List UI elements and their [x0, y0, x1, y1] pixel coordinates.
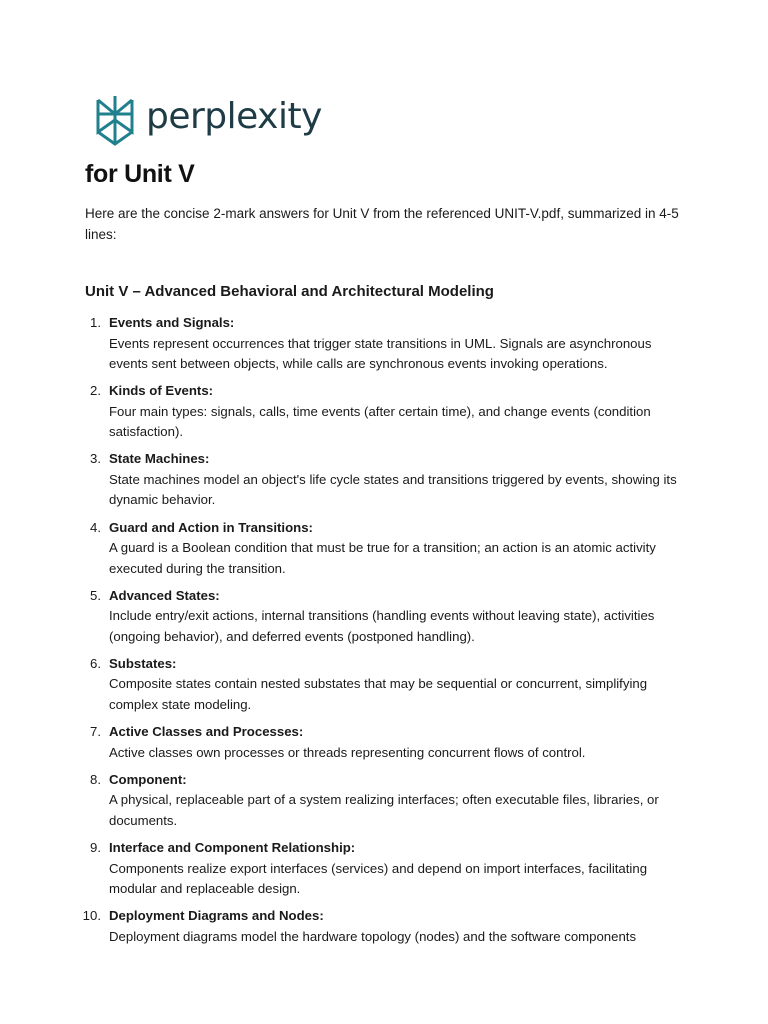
- list-item-title: Advanced States:: [109, 587, 220, 603]
- perplexity-logo: [94, 94, 322, 146]
- list-item-number: 5.: [90, 587, 101, 603]
- list-item: [85, 313, 685, 375]
- list-item: [82, 906, 685, 947]
- list-item-title: Active Classes and Processes:: [109, 724, 304, 740]
- list-item-number: 7.: [90, 724, 101, 740]
- list-item: [85, 381, 685, 443]
- intro-paragraph: Here are the concise 2-mark answers for Unit V from the referenced UNIT-V.pdf, summarized in 4-5 lines:: [85, 206, 679, 242]
- list-item: [85, 449, 685, 511]
- list-item-number: 2.: [90, 383, 101, 399]
- list-item-number: 6.: [90, 655, 101, 671]
- answers-list: [82, 313, 685, 954]
- list-item-title: Component:: [109, 771, 187, 787]
- list-item-number: 4.: [90, 519, 101, 535]
- list-item-body: A physical, replaceable part of a system realizing interfaces; often executable files, libraries, or documents.: [109, 792, 659, 828]
- list-item: [85, 770, 685, 832]
- list-item-body: State machines model an object's life cycle states and transitions triggered by events, showing its dynamic behavior.: [109, 471, 677, 508]
- list-item-body: A guard is a Boolean condition that must be true for a transition; an action is an atomic activity executed during the transition.: [109, 540, 656, 576]
- section-heading: Unit V – Advanced Behavioral and Architectural Modeling: [85, 283, 494, 300]
- page-title: for Unit V: [85, 160, 195, 188]
- list-item-body: Deployment diagrams model the hardware topology (nodes) and the software components: [109, 928, 637, 944]
- list-item-title: Deployment Diagrams and Nodes:: [109, 908, 324, 924]
- list-item-title: Interface and Component Relationship:: [109, 840, 356, 855]
- list-item-number: 3.: [90, 451, 101, 467]
- perplexity-wordmark: perplexity: [146, 96, 322, 137]
- list-item: [85, 586, 685, 648]
- list-item: [85, 654, 685, 716]
- list-item-number: 8.: [90, 771, 101, 787]
- list-item-number: 1.: [90, 315, 101, 330]
- perplexity-logo-icon: [94, 94, 136, 146]
- list-item: [85, 722, 685, 763]
- list-item-body: Composite states contain nested substates that may be sequential or concurrent, simplifying complex state modeling.: [109, 676, 648, 712]
- list-item-body: Events represent occurrences that trigger state transitions in UML. Signals are asynchronous events sent between objects, while calls are synchronous events invoking operations.: [109, 335, 652, 371]
- list-item-title: State Machines:: [109, 451, 210, 467]
- list-item-title: Guard and Action in Transitions:: [109, 519, 313, 535]
- list-item-number: 9.: [90, 840, 101, 855]
- list-item-number: 10.: [82, 908, 101, 924]
- list-item-body: Components realize export interfaces (services) and depend on import interfaces, facilitating modular and replaceable design.: [109, 860, 648, 896]
- list-item-title: Events and Signals:: [109, 315, 235, 330]
- list-item: [85, 518, 685, 580]
- list-item: [85, 838, 685, 900]
- list-item-title: Substates:: [109, 655, 177, 671]
- list-item-body: Four main types: signals, calls, time events (after certain time), and change events (condition satisfaction).: [109, 403, 651, 440]
- list-item-body: Active classes own processes or threads representing concurrent flows of control.: [109, 744, 586, 760]
- list-item-title: Kinds of Events:: [109, 383, 214, 399]
- list-item-body: Include entry/exit actions, internal transitions (handling events without leaving state), activities (ongoing behavior), and deferred events (postponed handling).: [109, 608, 655, 644]
